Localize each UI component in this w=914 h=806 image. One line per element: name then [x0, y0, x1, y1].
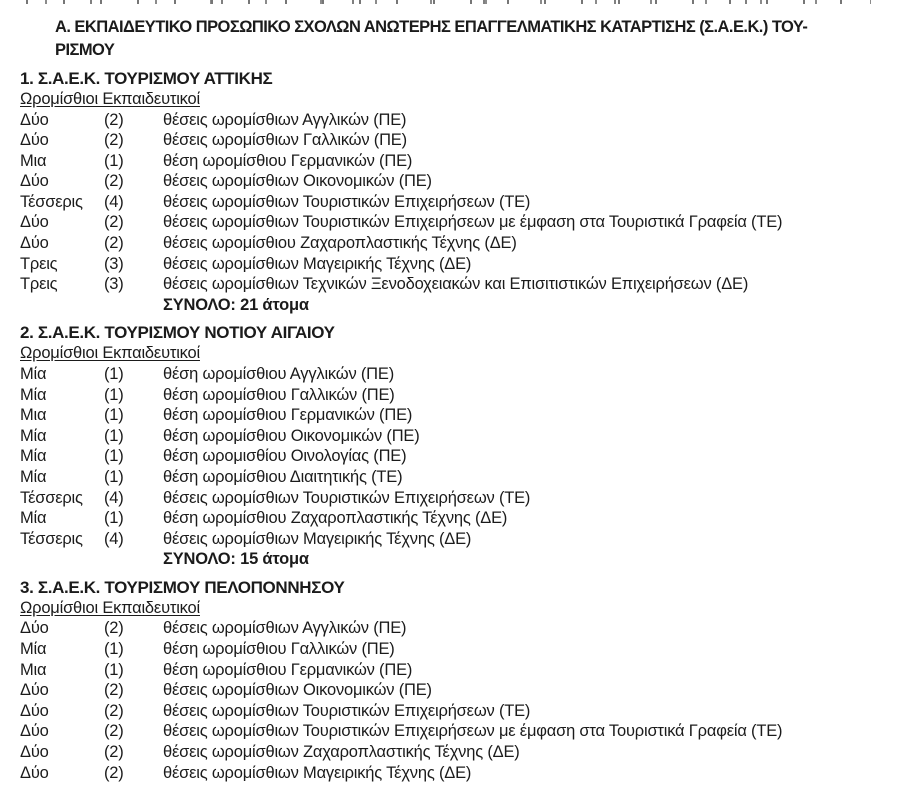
- position-row: [20, 508, 904, 529]
- count-numeral: (4): [104, 192, 124, 211]
- position-description: θέση ωρομίσθιου Διαιτητικής (ΤΕ): [163, 467, 403, 486]
- position-description: θέσεις ωρομίσθιων Ζαχαροπλαστικής Τέχνης (ΔΕ): [163, 742, 520, 761]
- position-row: [20, 721, 904, 742]
- count-numeral: (1): [104, 385, 124, 404]
- count-numeral: (2): [104, 619, 124, 638]
- count-numeral: (4): [104, 529, 124, 548]
- position-row: [20, 529, 904, 550]
- count-numeral: (1): [104, 467, 124, 486]
- count-word: Μία: [20, 385, 47, 404]
- count-word: Δύο: [20, 681, 49, 700]
- count-numeral: (1): [104, 406, 124, 425]
- count-numeral: (2): [104, 681, 124, 700]
- position-row: [20, 212, 904, 233]
- position-description: θέσεις ωρομίσθιων Οικονομικών (ΠΕ): [163, 172, 432, 191]
- count-numeral: (2): [104, 701, 124, 720]
- position-description: θέση ωρομίσθιου Γαλλικών (ΠΕ): [163, 639, 395, 658]
- section-title: 2. Σ.Α.Ε.Κ. ΤΟΥΡΙΣΜΟΥ ΝΟΤΙΟΥ ΑΙΓΑΙΟΥ: [20, 323, 335, 343]
- hourly-teachers-subtitle: Ωρομίσθιοι Εκπαιδευτικοί: [20, 344, 200, 363]
- position-description: θέσεις ωρομίσθιων Τεχνικών Ξενοδοχειακών και Επισιτιστικών Επιχειρήσεων (ΔΕ): [163, 275, 749, 294]
- count-word: Δύο: [20, 742, 49, 761]
- position-row: [20, 151, 904, 172]
- position-row: [20, 405, 904, 426]
- position-row: [20, 254, 904, 275]
- count-word: Δύο: [20, 619, 49, 638]
- position-row: [20, 130, 904, 151]
- position-row: [20, 385, 904, 406]
- count-numeral: (2): [104, 110, 124, 129]
- count-numeral: (3): [104, 254, 124, 273]
- count-word: Δύο: [20, 110, 49, 129]
- count-word: Τέσσερις: [20, 488, 83, 507]
- position-description: θέσεις ωρομίσθιων Γαλλικών (ΠΕ): [163, 131, 407, 150]
- count-word: Μία: [20, 467, 47, 486]
- cropped-text-remnant: [26, 0, 871, 4]
- position-description: θέση ωρομίσθιου Ζαχαροπλαστικής Τέχνης (ΔΕ): [163, 509, 508, 528]
- count-numeral: (2): [104, 172, 124, 191]
- count-numeral: (2): [104, 722, 124, 741]
- hourly-teachers-subtitle: Ωρομίσθιοι Εκπαιδευτικοί: [20, 598, 200, 617]
- count-numeral: (2): [104, 763, 124, 782]
- count-word: Μία: [20, 426, 47, 445]
- count-word: Τρεις: [20, 275, 58, 294]
- count-numeral: (2): [104, 131, 124, 150]
- count-word: Τέσσερις: [20, 529, 83, 548]
- count-word: Τέσσερις: [20, 192, 83, 211]
- position-row: [20, 467, 904, 488]
- section-notiou-aigaiou: [20, 322, 904, 569]
- count-word: Μία: [20, 639, 47, 658]
- position-row: [20, 446, 904, 467]
- section-total: ΣΥΝΟΛΟ: 15 άτομα: [163, 550, 309, 569]
- count-word: Δύο: [20, 701, 49, 720]
- position-description: θέσεις ωρομίσθιων Τουριστικών Επιχειρήσεων (ΤΕ): [163, 701, 531, 720]
- position-row: [20, 171, 904, 192]
- position-description: θέσεις ωρομίσθιου Ζαχαροπλαστικής Τέχνης (ΔΕ): [163, 234, 517, 253]
- position-row: [20, 364, 904, 385]
- count-numeral: (2): [104, 234, 124, 253]
- position-description: θέση ωρομίσθιου Αγγλικών (ΠΕ): [163, 364, 394, 383]
- count-numeral: (3): [104, 275, 124, 294]
- position-row: [20, 618, 904, 639]
- count-numeral: (1): [104, 364, 124, 383]
- position-description: θέση ωρομίσθιου Γερμανικών (ΠΕ): [163, 660, 413, 679]
- count-word: Δύο: [20, 722, 49, 741]
- position-row: [20, 742, 904, 763]
- position-description: θέσεις ωρομίσθιων Τουριστικών Επιχειρήσεων (ΤΕ): [163, 488, 531, 507]
- position-row: [20, 110, 904, 131]
- section-title: 3. Σ.Α.Ε.Κ. ΤΟΥΡΙΣΜΟΥ ΠΕΛΟΠΟΝΝΗΣΟΥ: [20, 577, 345, 597]
- section-peloponnisou: [20, 577, 904, 783]
- position-description: θέση ωρομίσθιου Οικονομικών (ΠΕ): [163, 426, 420, 445]
- section-total: ΣΥΝΟΛΟ: 21 άτομα: [163, 295, 309, 314]
- count-word: Μια: [20, 151, 47, 170]
- position-description: θέσεις ωρομίσθιων Αγγλικών (ΠΕ): [163, 110, 407, 129]
- position-description: θέση ωρομίσθιου Γαλλικών (ΠΕ): [163, 385, 395, 404]
- count-word: Μια: [20, 660, 47, 679]
- position-description: θέσεις ωρομίσθιων Αγγλικών (ΠΕ): [163, 619, 407, 638]
- count-word: Μία: [20, 364, 47, 383]
- document-heading-line2: ΡΙΣΜΟΥ: [55, 41, 115, 59]
- document-heading: [20, 16, 904, 62]
- position-row: [20, 488, 904, 509]
- count-numeral: (1): [104, 509, 124, 528]
- position-row: [20, 192, 904, 213]
- count-word: Δύο: [20, 234, 49, 253]
- count-numeral: (2): [104, 742, 124, 761]
- count-word: Μία: [20, 509, 47, 528]
- document-body: [20, 16, 904, 783]
- position-description: θέσεις ωρομίσθιων Τουριστικών Επιχειρήσεων (ΤΕ): [163, 192, 531, 211]
- position-row: [20, 233, 904, 254]
- position-row: [20, 763, 904, 784]
- count-numeral: (1): [104, 151, 124, 170]
- position-description: θέσεις ωρομίσθιων Τουριστικών Επιχειρήσεων με έμφαση στα Τουριστικά Γραφεία (ΤΕ): [163, 213, 783, 232]
- count-numeral: (2): [104, 213, 124, 232]
- position-description: θέση ωρομισθίου Οινολογίας (ΠΕ): [163, 447, 407, 466]
- section-attikis: [20, 68, 904, 315]
- count-word: Μια: [20, 406, 47, 425]
- position-row: [20, 680, 904, 701]
- position-description: θέσεις ωρομίσθιων Μαγειρικής Τέχνης (ΔΕ): [163, 254, 472, 273]
- count-numeral: (4): [104, 488, 124, 507]
- count-word: Τρεις: [20, 254, 58, 273]
- position-description: θέση ωρομίσθιου Γερμανικών (ΠΕ): [163, 406, 413, 425]
- position-description: θέσεις ωρομίσθιων Μαγειρικής Τέχνης (ΔΕ): [163, 763, 472, 782]
- count-word: Δύο: [20, 172, 49, 191]
- count-word: Μία: [20, 447, 47, 466]
- position-row: [20, 639, 904, 660]
- hourly-teachers-subtitle: Ωρομίσθιοι Εκπαιδευτικοί: [20, 90, 200, 108]
- position-row: [20, 660, 904, 681]
- count-numeral: (1): [104, 447, 124, 466]
- position-row: [20, 274, 904, 295]
- position-description: θέσεις ωρομίσθιων Οικονομικών (ΠΕ): [163, 681, 432, 700]
- position-row: [20, 426, 904, 447]
- count-word: Δύο: [20, 763, 49, 782]
- position-row: [20, 701, 904, 722]
- document-heading-line1: Α. ΕΚΠΑΙΔΕΥΤΙΚΟ ΠΡΟΣΩΠΙΚΟ ΣΧΟΛΩΝ ΑΝΩΤΕΡΗΣ ΕΠΑΓΓΕΛΜΑΤΙΚΗΣ ΚΑΤΑΡΤΙΣΗΣ (Σ.Α.Ε.Κ.) ΤΟΥ-: [55, 18, 808, 36]
- section-title: 1. Σ.Α.Ε.Κ. ΤΟΥΡΙΣΜΟΥ ΑΤΤΙΚΗΣ: [20, 69, 273, 88]
- count-numeral: (1): [104, 426, 124, 445]
- position-description: θέση ωρομίσθιου Γερμανικών (ΠΕ): [163, 151, 413, 170]
- count-numeral: (1): [104, 639, 124, 658]
- count-numeral: (1): [104, 660, 124, 679]
- position-description: θέσεις ωρομίσθιων Μαγειρικής Τέχνης (ΔΕ): [163, 529, 472, 548]
- count-word: Δύο: [20, 213, 49, 232]
- position-description: θέσεις ωρομίσθιων Τουριστικών Επιχειρήσεων με έμφαση στα Τουριστικά Γραφεία (ΤΕ): [163, 722, 783, 741]
- count-word: Δύο: [20, 131, 49, 150]
